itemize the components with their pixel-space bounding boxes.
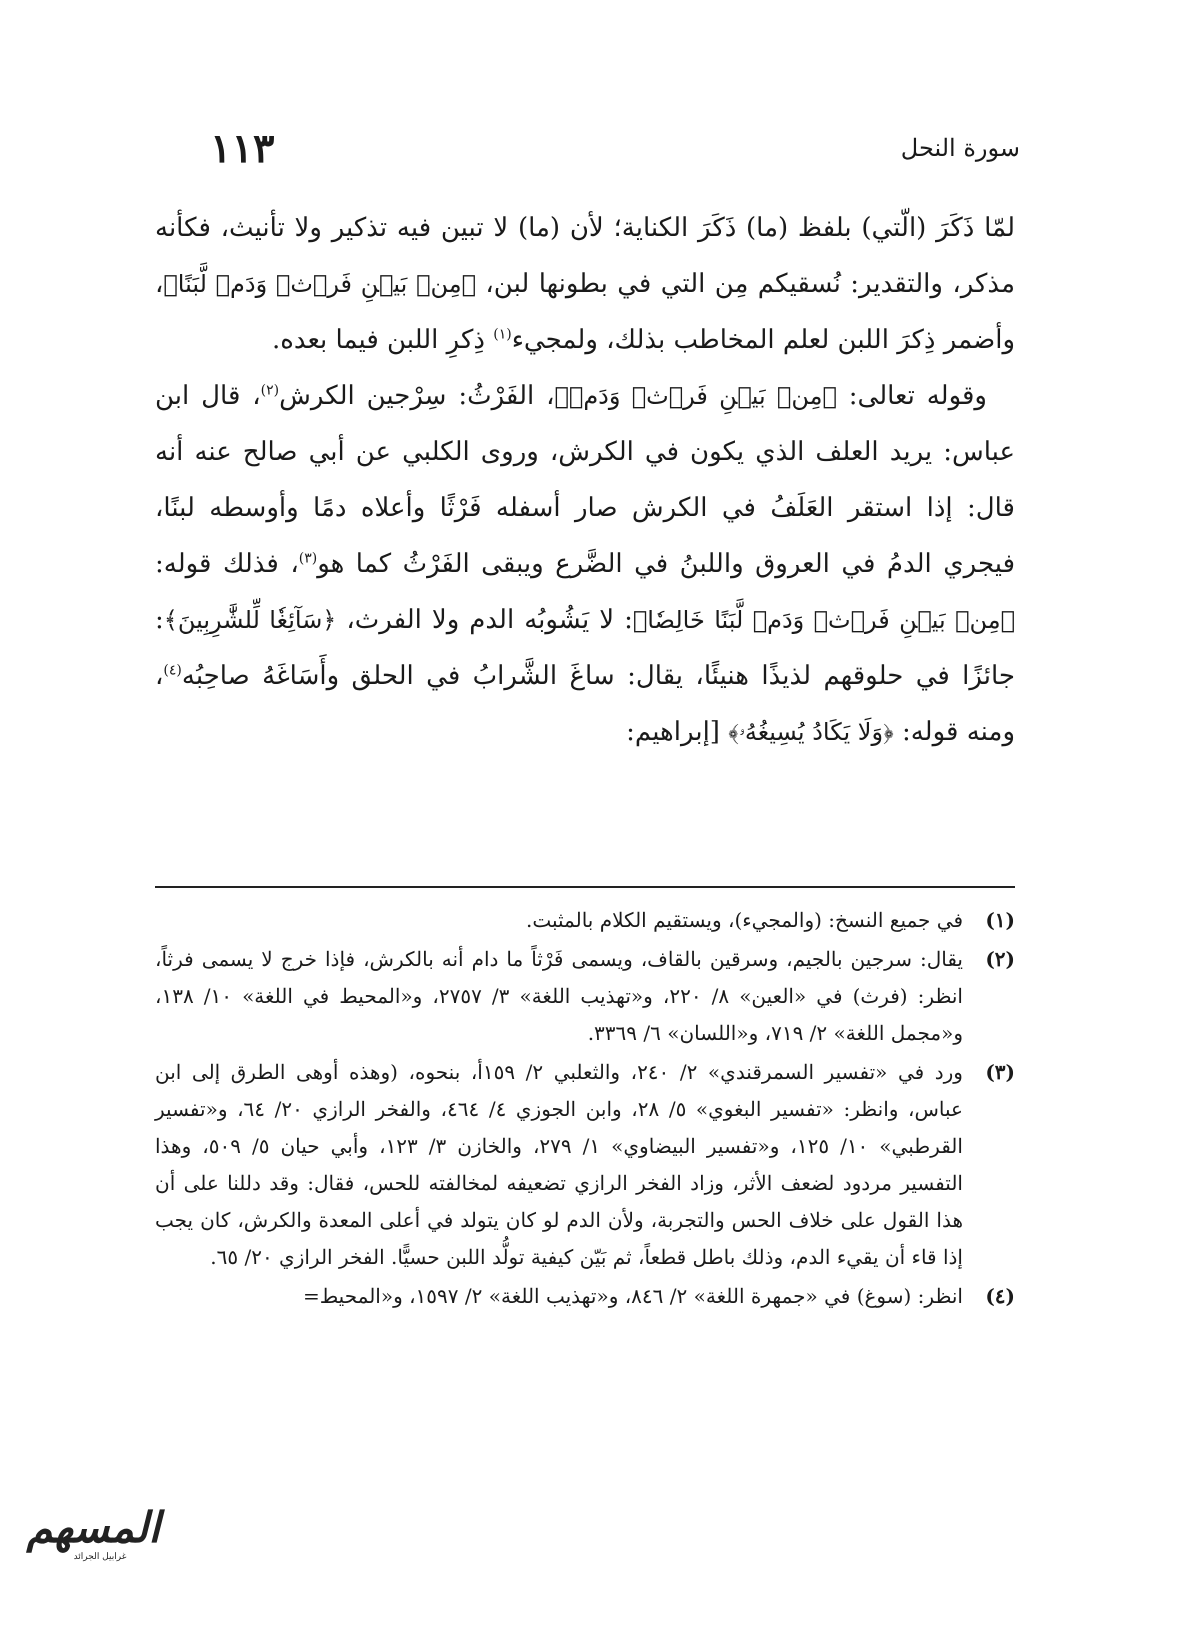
footnote-ref-2[interactable]: (٢) [260, 382, 280, 399]
text-run: ، قال ابن عباس: يريد العلف الذي يكون في الكرش، وروى الكلبي عن أبي صالح عنه أنه قال: إذا استقر العَلَفُ في الكرش صار أسفله فَرْثًا وأعلاه دمًا وأوسطه لبنًا، فيجري الدمُ في العروق واللبنُ في الضَّرع ويبقى الفَرْثُ كما هو [155, 381, 1015, 579]
footnote [155, 1054, 1015, 1276]
quran-verse: ﴿سَآئِغٗا لِّلشَّٰرِبِينَ﴾ [163, 606, 337, 634]
main-text [155, 200, 1015, 760]
footnote-text: يقال: سرجين بالجيم، وسرقين بالقاف، ويسمى فَرْثاً ما دام أنه بالكرش، فإذا خرج لا يسمى فرثاً، انظر: (فرث) في «العين» ٨/ ٢٢٠، و«تهذيب اللغة» ٣/ ٢٧٥٧، و«المحيط في اللغة» ١٠/ ١٣٨، و«مجمل اللغة» ٢/ ٧١٩، و«اللسان» ٦/ ٣٣٦٩. [155, 947, 963, 1045]
page-number: ١١٣ [210, 124, 275, 172]
footnote-number: (٣) [985, 1060, 1015, 1084]
paragraph-2 [155, 368, 1015, 760]
quran-verse: ﴿مِنۢ بَيۡنِ فَرۡثٖ وَدَمٖ لَّبَنًا خَالِصٗا﴾ [632, 606, 1015, 634]
text-run: ، ومنه قوله: [155, 661, 1015, 747]
publisher-stamp [26, 1503, 160, 1575]
footnote-number: (٢) [985, 947, 1015, 971]
stamp-subtitle: غرابيل الجرائد [73, 1552, 127, 1562]
footnote-number: (١) [985, 908, 1015, 932]
footnote [155, 902, 1015, 939]
footnote-ref-4[interactable]: (٤) [163, 662, 182, 679]
text-run: [إبراهيم: [626, 717, 729, 747]
footnote-text: انظر: (سوغ) في «جمهرة اللغة» ٢/ ٨٤٦، و«تهذيب اللغة» ٢/ ١٥٩٧، و«المحيط= [302, 1284, 963, 1308]
page-header [210, 118, 1020, 178]
text-run: ، فذلك قوله: [155, 549, 299, 579]
quran-verse: ﴿مِنۢ بَيۡنِ فَرۡثٖ وَدَمٖ﴾ [554, 382, 837, 410]
stamp-logo-text: المسهم [26, 1503, 160, 1552]
footnote-divider [155, 886, 1015, 888]
footnote-number: (٤) [985, 1284, 1015, 1308]
quran-verse: ﴿وَلَا يَكَادُ يُسِيغُهُۥ﴾ [728, 718, 894, 746]
text-run: وقوله تعالى: [836, 381, 987, 411]
paragraph-1 [155, 200, 1015, 368]
text-run: ذِكرِ اللبن فيما بعده. [271, 325, 494, 355]
quran-verse: ﴿مِنۢ بَيۡنِ فَرۡثٖ وَدَمٖ لَّبَنًا﴾ [163, 270, 477, 298]
text-run: : لا يَشُوبُه الدم ولا الفرث، [336, 605, 633, 635]
footnote-ref-3[interactable]: (٣) [298, 550, 318, 567]
text-run: ، وأضمر ذِكرَ اللبن لعلم المخاطب بذلك، ولمجيء [155, 269, 1015, 355]
footnote-text: ورد في «تفسير السمرقندي» ٢/ ٢٤٠، والثعلبي ٢/ ١٥٩أ، بنحوه، (وهذه أوهى الطرق إلى ابن عباس، وانظر: «تفسير البغوي» ٥/ ٢٨، وابن الجوزي ٤/ ٤٦٤، والفخر الرازي ٢٠/ ٦٤، و«تفسير القرطبي» ١٠/ ١٢٥، و«تفسير البيضاوي» ١/ ٢٧٩، والخازن ٣/ ١٢٣، وأبي حيان ٥/ ٥٠٩، وهذا التفسير مردود لضعف الأثر، وزاد الفخر الرازي تضعيفه لمخالفته للحس، فقال: وقد دللنا على أن هذا القول على خلاف الحس والتجربة، ولأن الدم لو كان يتولد في أعلى المعدة والكرش، كان يجب إذا قاء أن يقيء الدم، وذلك باطل قطعاً، ثم بَيّن كيفية تولُّد اللبن حسيًّا. الفخر الرازي ٢٠/ ٦٥. [155, 1060, 963, 1269]
text-run: لمّا ذَكَرَ (الّتي) بلفظ (ما) ذَكَرَ الكناية؛ لأن (ما) لا تبين فيه تذكير ولا تأنيث، فكأنه مذكر، والتقدير: نُسقيكم مِن التي في بطونها لبن، [155, 213, 1016, 299]
footnote [155, 941, 1015, 1052]
text-run: ، الفَرْثُ: سِرْجين الكرش [279, 381, 555, 411]
footnote-ref-1[interactable]: (١) [493, 326, 512, 343]
text-run: : جائزًا في حلوقهم لذيذًا هنيئًا، يقال: ساغَ الشَّرابُ في الحلق وأَسَاغَهُ صاحِبُه [155, 605, 1015, 691]
footnotes [155, 902, 1015, 1317]
footnote-text: في جميع النسخ: (والمجيء)، ويستقيم الكلام بالمثبت. [525, 908, 963, 932]
surah-title: سورة النحل [900, 134, 1020, 162]
footnote [155, 1278, 1015, 1315]
